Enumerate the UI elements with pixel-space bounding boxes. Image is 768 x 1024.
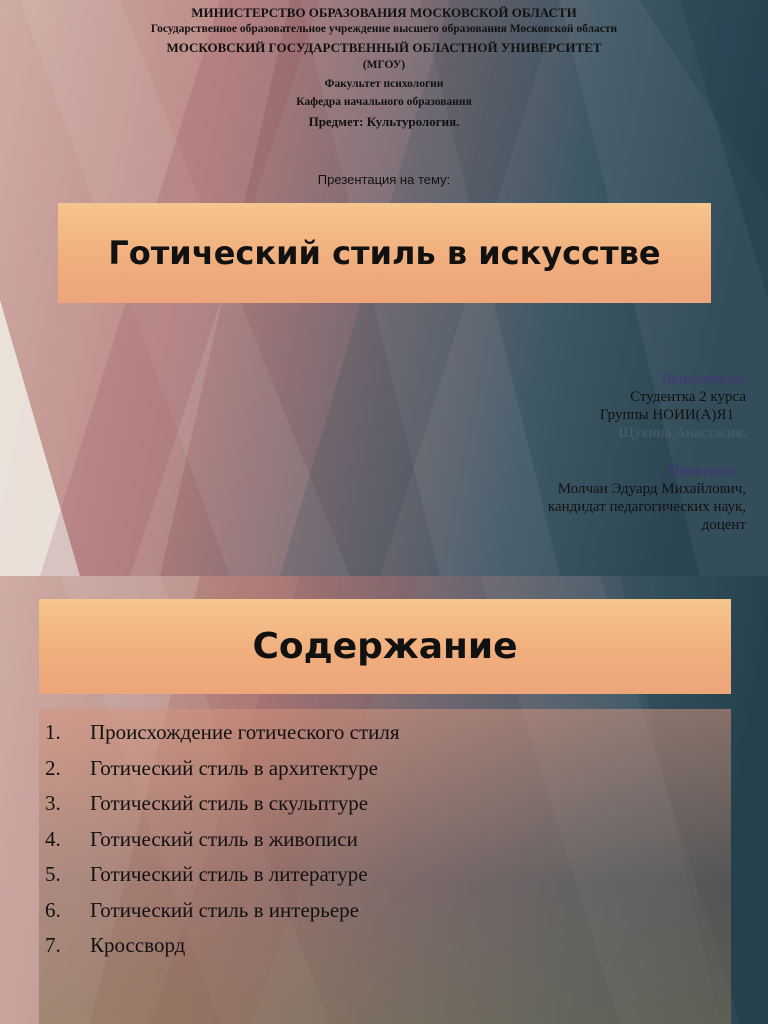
author-role-label: Выполнила: bbox=[661, 371, 746, 387]
author-block bbox=[600, 370, 746, 442]
reviewer-position: доцент bbox=[701, 517, 746, 533]
list-item-number: 1. bbox=[45, 720, 61, 744]
list-item-text: Готический стиль в литературе bbox=[90, 862, 368, 886]
author-course: Студентка 2 курса bbox=[630, 389, 746, 405]
reviewer-name: Молчан Эдуард Михайлович, bbox=[557, 481, 746, 497]
reviewer-role-label: Проверил: bbox=[667, 463, 740, 479]
list-item-text: Происхождение готического стиля bbox=[90, 720, 400, 744]
slide-title: Готический стиль в искусстве bbox=[58, 203, 711, 303]
reviewer-degree: кандидат педагогических наук, bbox=[547, 499, 746, 515]
list-item-number: 7. bbox=[45, 933, 61, 957]
list-item-number: 3. bbox=[45, 791, 61, 815]
author-group: Группы НОИИ(А)Я1 bbox=[599, 407, 734, 423]
list-item-text: Готический стиль в живописи bbox=[90, 826, 358, 851]
list-item-number: 2. bbox=[45, 755, 61, 780]
department-name: Кафедра начального образования bbox=[296, 96, 472, 108]
university-abbreviation: (МГОУ) bbox=[362, 59, 406, 71]
subject-line: Предмет: Культурология. bbox=[308, 114, 460, 129]
contents-slide bbox=[0, 576, 768, 1024]
ministry-heading: МИНИСТЕРСТВО ОБРАЗОВАНИЯ МОСКОВСКОЙ ОБЛАСТИ bbox=[191, 5, 577, 20]
institution-type: Государственное образовательное учреждение высшего образования Московской области bbox=[150, 23, 618, 35]
contents-title: Содержание bbox=[39, 599, 731, 694]
list-item-number: 5. bbox=[45, 862, 61, 886]
list-item-text: Готический стиль в архитектуре bbox=[90, 755, 379, 780]
list-item-number: 6. bbox=[45, 897, 61, 922]
reviewer-block bbox=[548, 462, 746, 534]
list-item-text: Кроссворд bbox=[90, 933, 186, 957]
presentation-label: Презентация на тему: bbox=[317, 172, 451, 187]
contents-panel bbox=[39, 709, 731, 1024]
faculty-name: Факультет психологии bbox=[324, 78, 444, 90]
list-item-text: Готический стиль в скульптуре bbox=[90, 791, 369, 815]
list-item-text: Готический стиль в интерьере bbox=[90, 897, 359, 922]
author-name: Щукина Анастасия. bbox=[618, 425, 746, 441]
list-item-number: 4. bbox=[45, 826, 61, 851]
university-name: МОСКОВСКИЙ ГОСУДАРСТВЕННЫЙ ОБЛАСТНОЙ УНИВЕРСИТЕТ bbox=[166, 40, 602, 55]
